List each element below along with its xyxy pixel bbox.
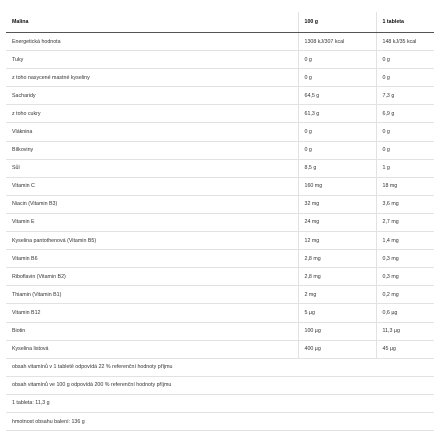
nutrient-name: Vitamin B12 — [6, 304, 298, 322]
note-row — [6, 358, 434, 376]
value-tablet: 6,9 g — [376, 105, 434, 123]
value-tablet: 148 kJ/35 kcal — [376, 33, 434, 51]
value-100g: 64,5 g — [298, 87, 376, 105]
value-tablet: 1,4 mg — [376, 232, 434, 250]
value-tablet: 3,6 mg — [376, 195, 434, 213]
value-tablet: 11,3 µg — [376, 322, 434, 340]
table-row — [6, 87, 434, 105]
header-product: Malina — [6, 12, 298, 33]
value-100g: 2,8 mg — [298, 268, 376, 286]
header-tablet: 1 tableta — [376, 12, 434, 33]
value-100g: 24 mg — [298, 213, 376, 231]
note-row — [6, 376, 434, 394]
nutrition-table — [6, 12, 434, 431]
note-text: obsah vitamínů v 1 tabletě odpovídá 22 % referenční hodnoty příjmu — [6, 358, 434, 376]
value-100g: 0 g — [298, 51, 376, 69]
value-100g: 0 g — [298, 141, 376, 159]
note-row — [6, 412, 434, 430]
table-row — [6, 195, 434, 213]
value-100g: 2,8 mg — [298, 250, 376, 268]
value-tablet: 0 g — [376, 141, 434, 159]
table-row — [6, 322, 434, 340]
table-row — [6, 33, 434, 51]
note-text: hmotnost obsahu balení: 136 g — [6, 412, 434, 430]
table-row — [6, 250, 434, 268]
table-body — [6, 33, 434, 431]
table-row — [6, 177, 434, 195]
table-row — [6, 51, 434, 69]
table-row — [6, 213, 434, 231]
table-row — [6, 159, 434, 177]
table-row — [6, 123, 434, 141]
nutrient-name: Kyselina pantothenová (Vitamin B5) — [6, 232, 298, 250]
header-100g: 100 g — [298, 12, 376, 33]
value-tablet: 0,3 mg — [376, 250, 434, 268]
nutrient-name: Kyselina listová — [6, 340, 298, 358]
value-100g: 160 mg — [298, 177, 376, 195]
nutrient-name: Vláknina — [6, 123, 298, 141]
value-100g: 0 g — [298, 69, 376, 87]
value-tablet: 45 µg — [376, 340, 434, 358]
value-100g: 1308 kJ/307 kcal — [298, 33, 376, 51]
value-100g: 61,3 g — [298, 105, 376, 123]
nutrient-name: Niacin (Vitamin B3) — [6, 195, 298, 213]
note-text: obsah vitamínů ve 100 g odpovídá 200 % referenční hodnoty příjmu — [6, 376, 434, 394]
value-tablet: 0 g — [376, 69, 434, 87]
value-100g: 12 mg — [298, 232, 376, 250]
value-tablet: 0,2 mg — [376, 286, 434, 304]
value-tablet: 0 g — [376, 51, 434, 69]
table-row — [6, 69, 434, 87]
table-row — [6, 286, 434, 304]
table-row — [6, 340, 434, 358]
value-tablet: 0 g — [376, 123, 434, 141]
value-tablet: 0,6 µg — [376, 304, 434, 322]
nutrient-name: Energetická hodnota — [6, 33, 298, 51]
value-100g: 100 µg — [298, 322, 376, 340]
nutrient-name: Bílkoviny — [6, 141, 298, 159]
value-100g: 8,5 g — [298, 159, 376, 177]
note-text: 1 tableta: 11,3 g — [6, 394, 434, 412]
value-100g: 2 mg — [298, 286, 376, 304]
nutrient-name: Vitamin B6 — [6, 250, 298, 268]
value-tablet: 7,3 g — [376, 87, 434, 105]
nutrient-name: Biotin — [6, 322, 298, 340]
nutrient-name: Sůl — [6, 159, 298, 177]
value-100g: 32 mg — [298, 195, 376, 213]
nutrient-name: Tuky — [6, 51, 298, 69]
value-tablet: 0,3 mg — [376, 268, 434, 286]
value-100g: 400 µg — [298, 340, 376, 358]
table-row — [6, 141, 434, 159]
nutrient-name: Vitamin C — [6, 177, 298, 195]
value-tablet: 1 g — [376, 159, 434, 177]
nutrient-name: z toho nasycené mastné kyseliny — [6, 69, 298, 87]
value-tablet: 2,7 mg — [376, 213, 434, 231]
value-tablet: 18 mg — [376, 177, 434, 195]
nutrient-name: z toho cukry — [6, 105, 298, 123]
value-100g: 5 µg — [298, 304, 376, 322]
table-row — [6, 105, 434, 123]
nutrient-name: Thiamin (Vitamin B1) — [6, 286, 298, 304]
table-row — [6, 232, 434, 250]
nutrition-table-container — [6, 12, 434, 431]
table-row — [6, 268, 434, 286]
nutrient-name: Sacharidy — [6, 87, 298, 105]
value-100g: 0 g — [298, 123, 376, 141]
note-row — [6, 394, 434, 412]
nutrient-name: Riboflavin (Vitamin B2) — [6, 268, 298, 286]
nutrient-name: Vitamin E — [6, 213, 298, 231]
table-header-row — [6, 12, 434, 33]
table-row — [6, 304, 434, 322]
